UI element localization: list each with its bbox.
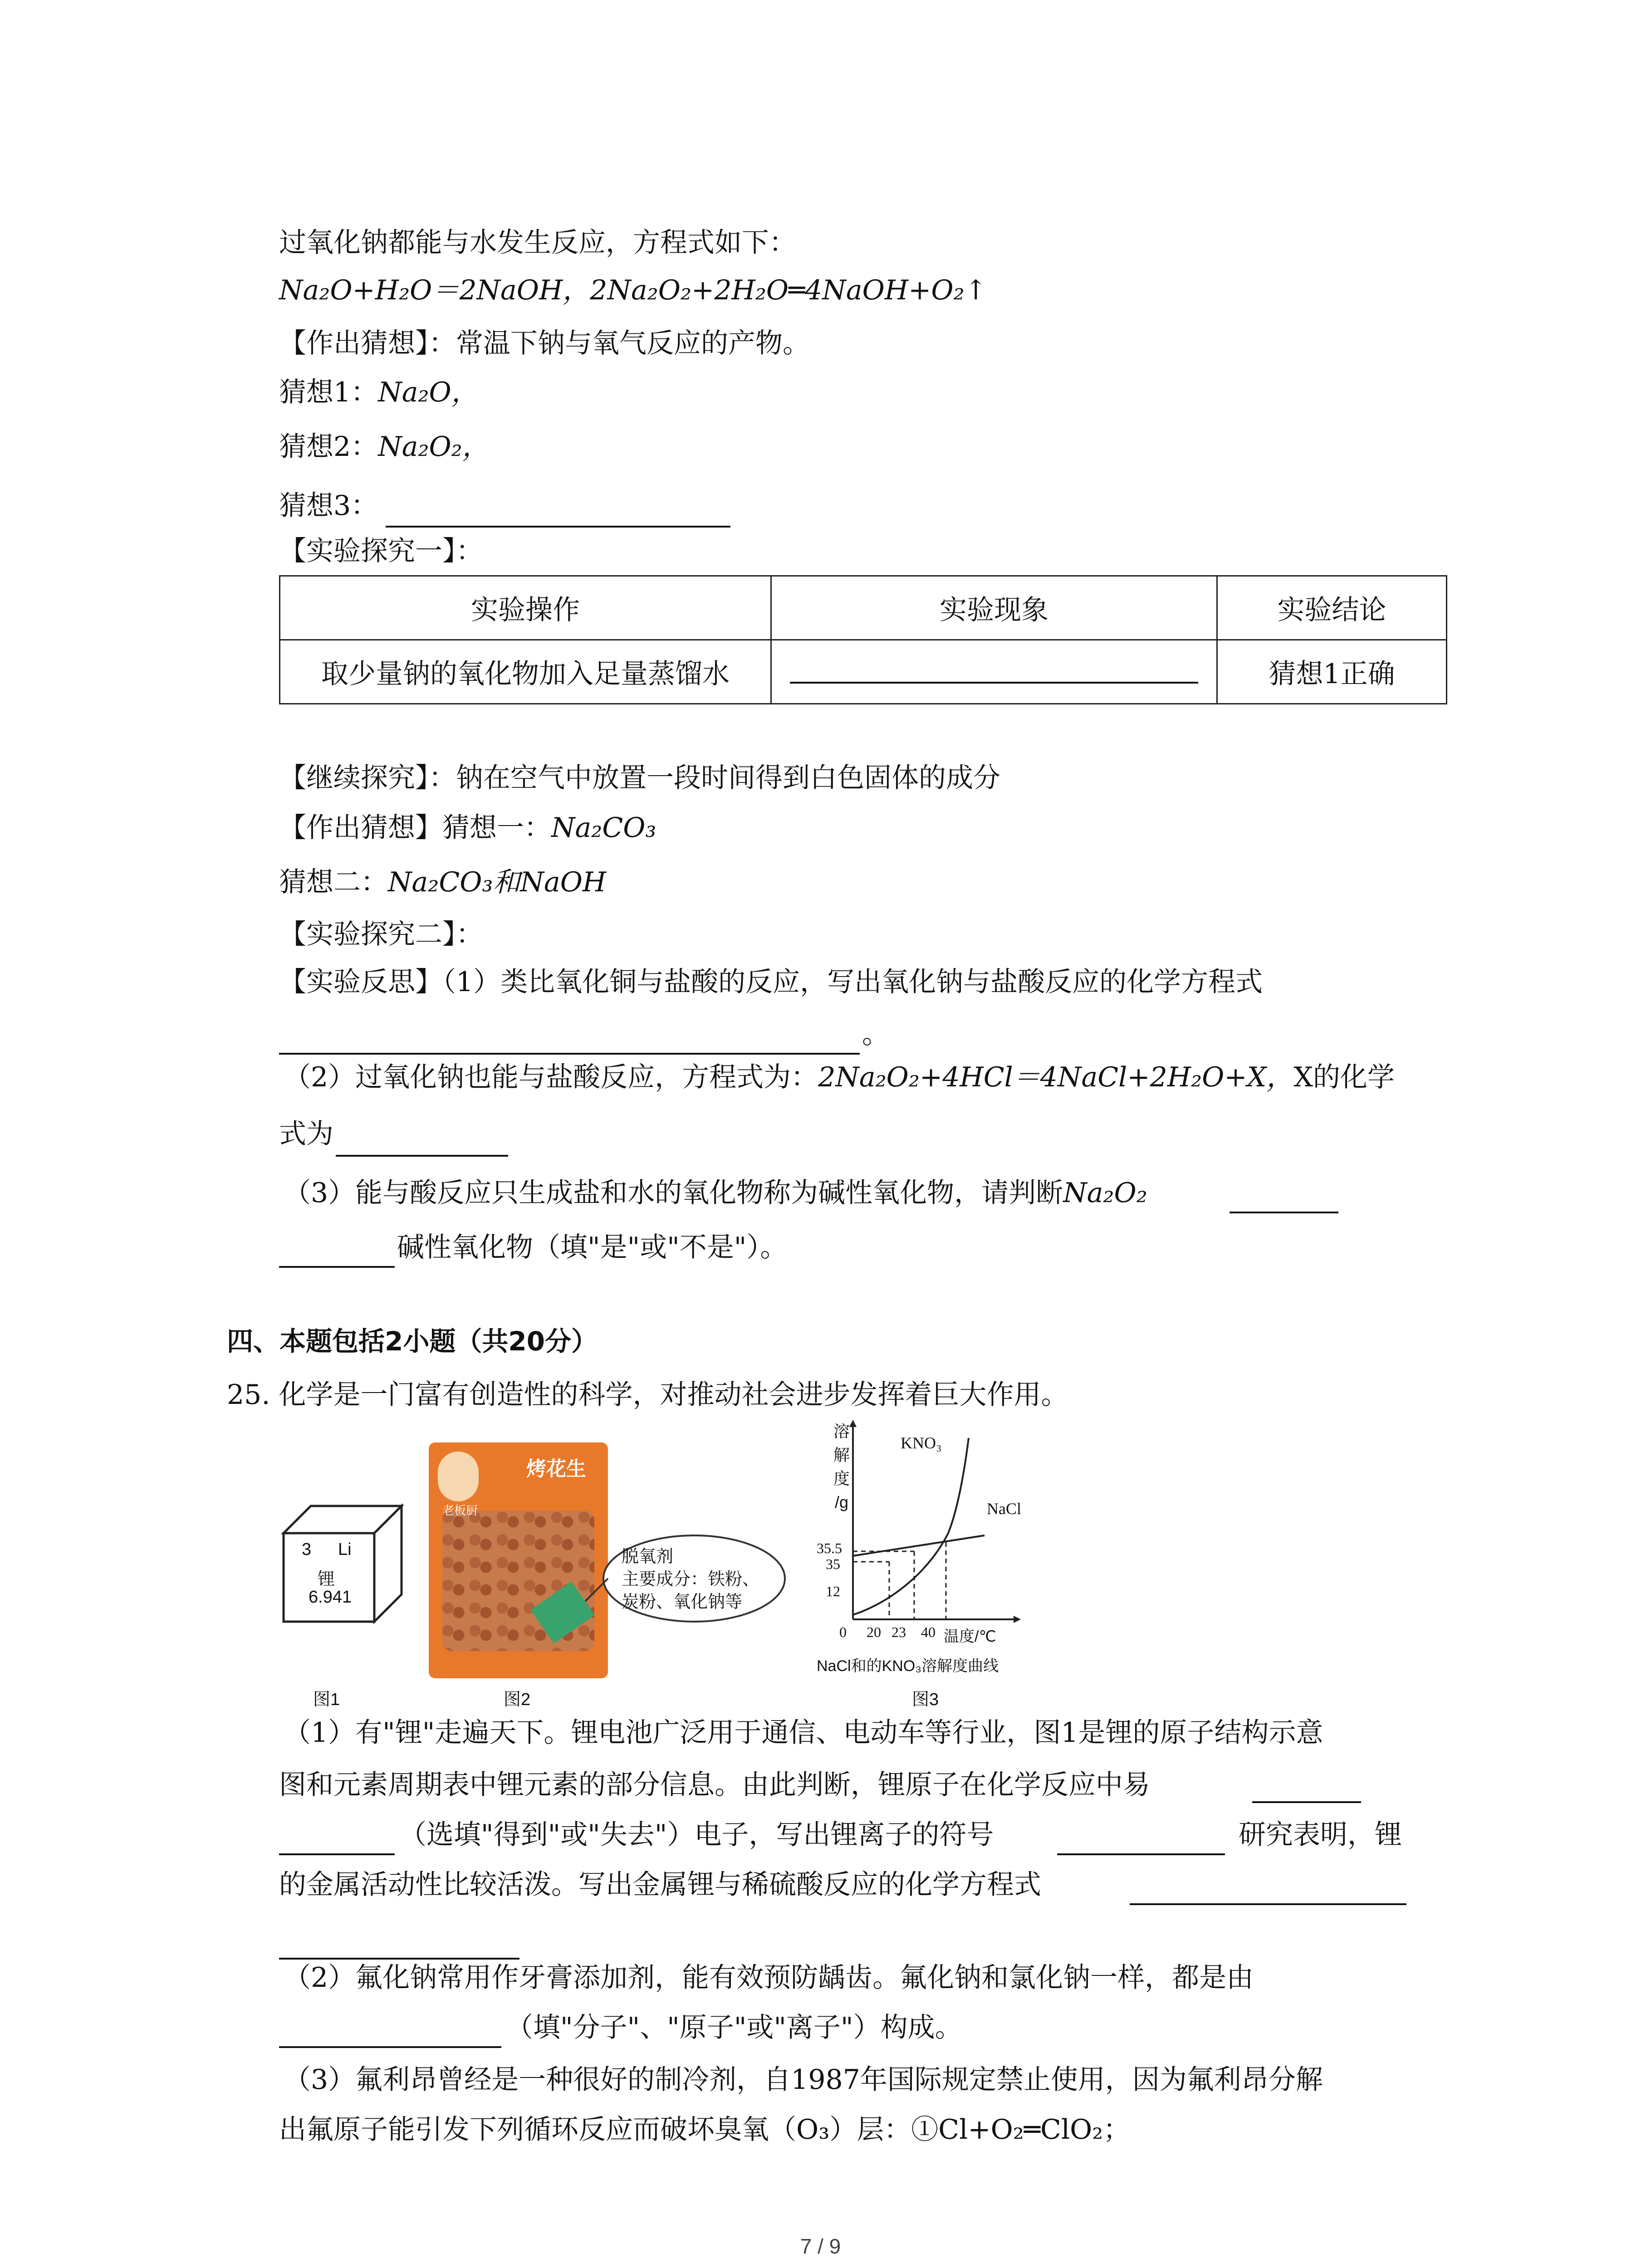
element-symbol: Li [338, 1540, 352, 1559]
series-label-nacl: NaCl [987, 1500, 1021, 1518]
text-line: （3）氟利昂曾经是一种很好的制冷剂，自1987年国际规定禁止使用，因为氟利昂分解 [284, 2064, 1323, 2096]
guess-label: 猜想二： [279, 866, 388, 898]
x-axis-label: 温度/℃ [944, 1628, 996, 1645]
question-text: X的化学 [1293, 1061, 1395, 1093]
text-line: 图和元素周期表中锂元素的部分信息。由此判断，锂原子在化学反应中易 [279, 1769, 1150, 1801]
answer-blank[interactable] [1057, 1853, 1225, 1855]
guess-label: 【作出猜想】猜想一： [279, 812, 551, 844]
guess-1 [279, 374, 479, 411]
axis-char: 度 [833, 1469, 850, 1488]
text-period: 。 [862, 1018, 889, 1050]
question-2 [284, 1059, 1395, 1095]
text-line: 出氟原子能引发下列循环反应而破坏臭氧（O₃）层：①Cl+O₂═ClO₂； [279, 2114, 1131, 2146]
text-line: 碱性氧化物（填"是"或"不是"）。 [397, 1232, 788, 1263]
series-label-kno3: KNO₃ [901, 1434, 942, 1452]
text-line: 【实验探究二】： [279, 919, 483, 950]
guess-formula: Na₂O， [378, 376, 479, 408]
guess-2 [279, 429, 490, 465]
answer-blank[interactable] [279, 1266, 395, 1268]
table-cell: 猜想1正确 [1217, 640, 1447, 704]
figure-caption: 图3 [912, 1690, 939, 1709]
element-mass: 6.941 [309, 1588, 352, 1607]
x-tick: 0 [839, 1624, 847, 1640]
y-tick: 35.5 [817, 1540, 842, 1556]
brand: 老板厨 [442, 1504, 478, 1517]
figure-1-element-cube [279, 1497, 411, 1628]
equation: 2Na₂O₂+4HCl＝4NaCl+2H₂O+X， [818, 1061, 1294, 1093]
axis-char: /g [834, 1493, 849, 1511]
answer-blank[interactable] [1230, 1211, 1338, 1213]
table-cell: 取少量钠的氧化物加入足量蒸馏水 [280, 640, 771, 704]
text-line: 【实验探究一】： [279, 535, 483, 567]
guess-formula: Na₂CO₃ [551, 812, 656, 844]
x-tick: 20 [867, 1624, 881, 1640]
text-line: （填"分子"、"原子"或"离子"）构成。 [506, 2012, 962, 2043]
question-25: 25. 化学是一门富有创造性的科学，对推动社会进步发挥着巨大作用。 [227, 1379, 1068, 1411]
answer-blank[interactable] [1252, 1801, 1361, 1803]
table-header: 实验现象 [771, 576, 1217, 640]
x-tick: 23 [892, 1624, 906, 1640]
text-line: 研究表明，锂 [1239, 1819, 1402, 1851]
equation-line: Na₂O+H₂O＝2NaOH，2Na₂O₂+2H₂O═4NaOH+O₂↑ [279, 274, 987, 306]
answer-blank[interactable] [1130, 1903, 1406, 1905]
answer-blank[interactable] [336, 1154, 508, 1157]
answer-blank[interactable] [386, 525, 730, 528]
answer-blank[interactable] [279, 2046, 501, 2048]
bubble-text: 炭粉、氧化钠等 [622, 1593, 743, 1612]
chart-title: NaCl和的KNO₃溶解度曲线 [817, 1657, 999, 1675]
guess-b [279, 864, 606, 900]
figure-caption: 图2 [504, 1690, 531, 1709]
page-number: 7 / 9 [800, 2234, 841, 2258]
y-tick: 35 [826, 1556, 840, 1572]
guess-label: 猜想3： [279, 490, 378, 522]
guess-formula: Na₂O₂， [378, 431, 490, 463]
question-text: 式为 [279, 1118, 333, 1150]
nacl-curve [853, 1535, 985, 1556]
x-tick: 40 [921, 1624, 936, 1640]
guess-3 [279, 488, 378, 524]
bubble-title: 脱氧剂 [622, 1547, 674, 1566]
question-3 [284, 1175, 1147, 1211]
question-2-cont [279, 1116, 333, 1152]
formula: Na₂O₂ [1063, 1177, 1147, 1209]
table-cell-blank[interactable] [771, 640, 1217, 704]
text-line: 的金属活动性比较活泼。写出金属锂与稀硫酸反应的化学方程式 [279, 1869, 1041, 1901]
question-text: （3）能与酸反应只生成盐和水的氧化物称为碱性氧化物，请判断 [284, 1177, 1063, 1209]
guess-label: 猜想1： [279, 376, 378, 408]
guess-a [279, 810, 656, 846]
answer-blank[interactable] [279, 1052, 860, 1055]
table-header: 实验操作 [280, 576, 771, 640]
chef-avatar [438, 1452, 479, 1501]
experiment-table [279, 575, 1447, 704]
text-line: 【继续探究】：钠在空气中放置一段时间得到白色固体的成分 [279, 762, 1000, 794]
figure-caption: 图1 [313, 1690, 340, 1709]
axis-char: 解 [833, 1446, 850, 1464]
table-header: 实验结论 [1217, 576, 1447, 640]
section-heading: 四、本题包括2小题（共20分） [227, 1326, 598, 1357]
axis-char: 溶 [833, 1422, 850, 1441]
y-tick: 12 [826, 1583, 840, 1599]
text-line: 【作出猜想】：常温下钠与氧气反应的产物。 [279, 327, 810, 359]
guess-formula: Na₂CO₃和NaOH [388, 866, 607, 898]
text-line: 【实验反思】（1）类比氧化铜与盐酸的反应，写出氧化钠与盐酸反应的化学方程式 [279, 966, 1263, 998]
text-line: 过氧化钠都能与水发生反应，方程式如下： [279, 227, 796, 259]
answer-blank[interactable] [790, 654, 1198, 684]
text-line: （2）氟化钠常用作牙膏添加剂，能有效预防龋齿。氟化钠和氯化钠一样，都是由 [284, 1962, 1254, 1994]
element-number: 3 [302, 1540, 312, 1559]
kno3-curve [853, 1438, 969, 1615]
answer-blank[interactable] [279, 1853, 395, 1855]
element-name: 锂 [318, 1570, 335, 1589]
text-line: （1）有"锂"走遍天下。锂电池广泛用于通信、电动车等行业，图1是锂的原子结构示意 [284, 1717, 1323, 1749]
text-line: （选填"得到"或"失去"）电子，写出锂离子的符号 [399, 1819, 994, 1851]
bubble-text: 主要成分：铁粉、 [622, 1570, 760, 1589]
question-text: （2）过氧化钠也能与盐酸反应，方程式为： [284, 1061, 818, 1093]
product-name: 烤花生 [526, 1458, 586, 1480]
guess-label: 猜想2： [279, 431, 378, 463]
